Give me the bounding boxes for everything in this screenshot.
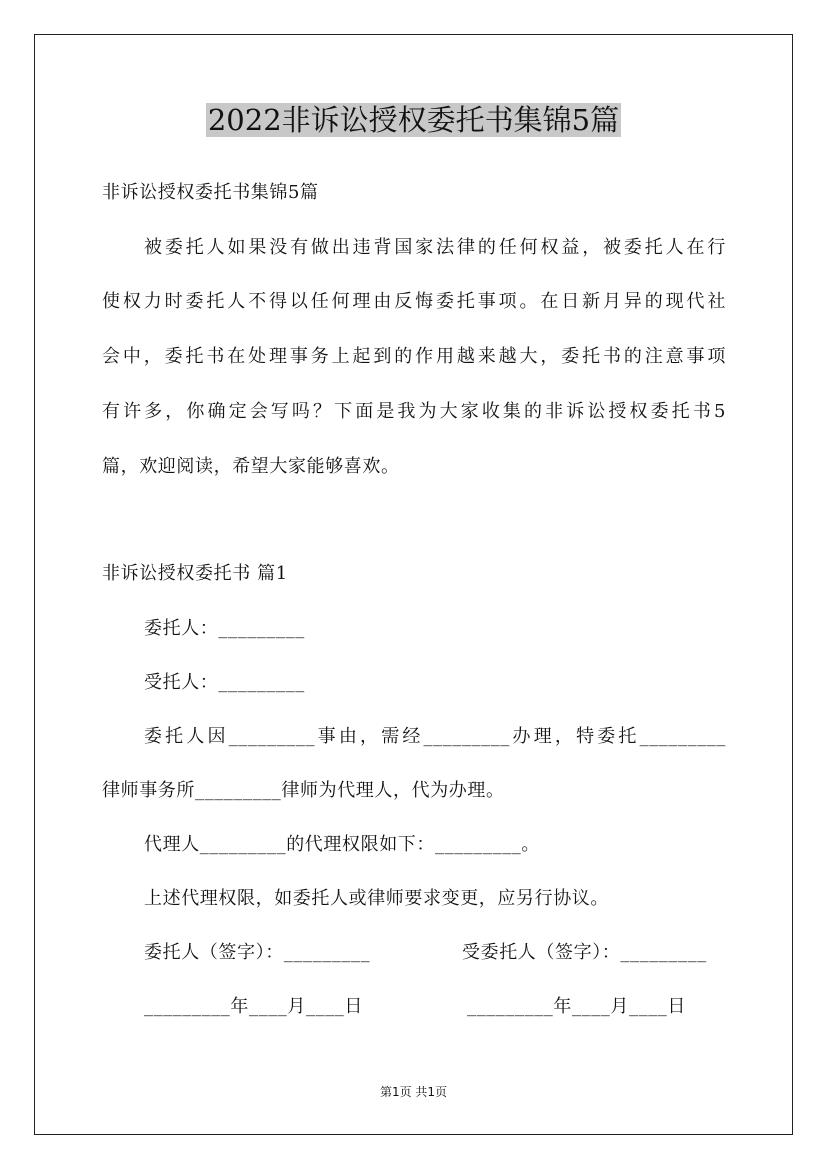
section-heading: 非诉讼授权委托书 篇1 (102, 563, 288, 584)
agent-signature: 受委托人（签字）：_________ (462, 942, 707, 963)
authority-line: 代理人_________的代理权限如下：_________。 (144, 834, 540, 855)
principal-field: 委托人：_________ (144, 618, 305, 639)
intro-line-5: 篇，欢迎阅读，希望大家能够喜欢。 (102, 456, 400, 477)
intro-line-4: 有许多，你确定会写吗？下面是我为大家收集的非诉讼授权委托书5 (102, 401, 726, 422)
document-subtitle: 非诉讼授权委托书集锦5篇 (102, 182, 319, 203)
principal-date: _________年____月____日 (144, 996, 363, 1017)
intro-line-2: 使权力时委托人不得以任何理由反悔委托事项。在日新月异的现代社 (102, 291, 726, 312)
body-line-1: 委托人因_________事由，需经_________办理，特委托_________ (144, 726, 726, 747)
intro-line-3: 会中，委托书在处理事务上起到的作用越来越大，委托书的注意事项 (102, 346, 726, 367)
principal-signature: 委托人（签字）：_________ (144, 942, 371, 963)
intro-line-1: 被委托人如果没有做出违背国家法律的任何权益，被委托人在行 (144, 237, 726, 258)
body-line-2: 律师事务所_________律师为代理人，代为办理。 (102, 780, 505, 801)
agent-date: _________年____月____日 (467, 996, 686, 1017)
change-clause: 上述代理权限，如委托人或律师要求变更，应另行协议。 (144, 888, 609, 909)
document-title: 2022非诉讼授权委托书集锦5篇 (207, 103, 620, 137)
agent-field: 受托人：_________ (144, 672, 305, 693)
page-number: 第1页 共1页 (379, 1085, 448, 1099)
